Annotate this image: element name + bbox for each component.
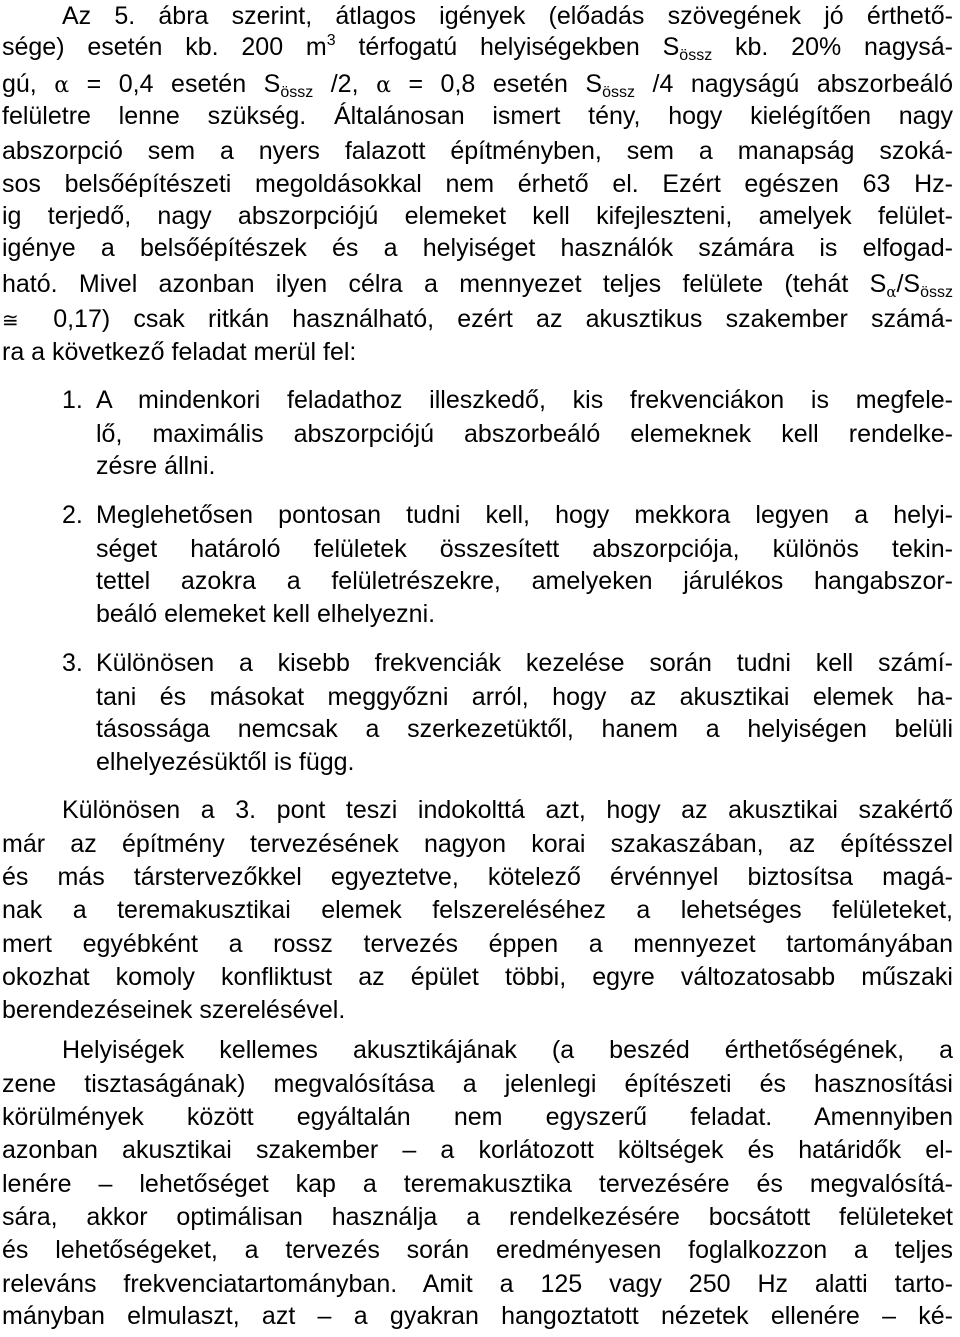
text-span: Az 5. ábra szerint, átlagos igények (előadás szövegének jó érthető- [62,2,953,30]
text-line [2,1068,953,1101]
text-line [2,861,953,894]
text-line [2,1234,953,1267]
text-span: /4 nagyságú abszorbeáló [635,70,954,98]
list-item-line [96,681,953,714]
text-span: igénye a belsőépítészek és a helyiséget használók számára is elfogad- [2,234,953,262]
text-span: A mindenkori feladathoz illeszkedő, kis frekvenciákon is megfele- [96,386,953,414]
list-item-line [96,384,953,417]
text-span: okozhat komoly konfliktust az épület többi, egyre változatosabb műszaki [2,963,953,991]
text-span: = 0,4 esetén S [69,70,281,98]
text-span: és lehetőségeket, a tervezés során eredményesen foglalkozzon a teljes [2,1236,953,1264]
list-item-line [96,647,953,680]
list-item-line [96,533,953,566]
text-line [2,168,953,201]
text-line [2,68,953,101]
text-span: sége) esetén kb. 200 m [2,33,327,61]
list-item-line [96,450,953,483]
text-span: nak a teremakusztikai elemek felszereléséhez a lehetséges felületeket, [2,896,953,924]
text-span: 0,17) csak ritkán használható, ezért az akusztikus szakember számá- [30,305,953,333]
text-span: felületre lenne szükség. Általánosan ismert tény, hogy kielégítően nagy [2,102,953,130]
text-span: gú, [2,70,55,98]
text-line [2,1201,953,1234]
list-item-line [96,418,953,451]
text-span: sos belsőépítészeti megoldásokkal nem érhető el. Ezért egészen 63 Hz- [2,170,953,198]
text-line [2,336,953,369]
text-line [2,828,953,861]
text-line [2,268,953,301]
text-line [62,1034,953,1067]
text-span: zene tisztaságának) megvalósítása a jelenlegi építészeti és hasznosítási [2,1070,953,1098]
text-span: már az építmény tervezésének nagyon korai szakaszában, az építésszel [2,830,953,858]
list-item-line [96,499,953,532]
alpha-symbol: α [54,73,70,98]
text-span: tásossága nemcsak a szerkezetüktől, hanem a helyiségen belüli [96,715,953,743]
text-line [62,0,953,33]
superscript: 3 [326,32,336,49]
text-line [2,1268,953,1301]
text-line [2,135,953,168]
list-item-line [96,565,953,598]
text-span: térfogatú helyiségekben S [335,33,680,61]
text-span: ható. Mivel azonban ilyen célra a mennyezet teljes felülete (tehát S [2,270,887,298]
text-span: lő, maximális abszorpciójú abszorbeáló elemeknek kell rendelke- [96,420,953,448]
list-item-line [96,746,953,779]
text-span: 1. [62,386,83,414]
text-span: lenére – lehetőséget kap a teremakusztika tervezésére és megvalósítá- [2,1170,953,1198]
text-span: /2, [313,70,377,98]
text-span: Helyiségek kellemes akusztikájának (a beszéd érthetőségének, a [62,1036,953,1064]
text-line [2,31,953,64]
text-span: Meglehetősen pontosan tudni kell, hogy mekkora legyen a helyi- [96,501,953,529]
text-line [2,894,953,927]
text-line [2,303,953,336]
text-span: tani és másokat meggyőzni arról, hogy az akusztikai elemek ha- [96,683,953,711]
text-line [2,961,953,994]
text-span: mányban elmulaszt, azt – a gyakran hangoztatott nézetek ellenére – ké- [2,1302,953,1330]
text-line [62,794,953,827]
text-line [2,994,953,1027]
text-span: mert egyébként a rossz tervezés éppen a mennyezet tartományában [2,930,953,958]
text-span: azonban akusztikai szakember – a korlátozott költségek és határidők el- [2,1136,953,1164]
alpha-symbol: α [376,73,391,98]
text-span: = 0,8 esetén S [390,70,603,98]
text-line [2,1300,953,1333]
text-span: beáló elemeket kell elhelyezni. [96,600,436,628]
text-span: ra a következő feladat merül fel: [2,338,357,366]
subscript: össz [602,84,635,101]
subscript: össz [679,47,713,64]
text-line [2,928,953,961]
text-line [2,1134,953,1167]
text-line [2,100,953,133]
text-span: elhelyezésüktől is függ. [96,748,355,776]
text-span: Különösen a kisebb frekvenciák kezelése során tudni kell számí- [96,649,953,677]
text-span: /S [896,270,921,298]
subscript: össz [920,284,953,301]
text-span: körülmények között egyáltalán nem egyszerű feladat. Amennyiben [2,1103,953,1131]
approx-equal-icon: ≅ [2,308,19,332]
list-item-line [96,598,953,631]
text-line [2,200,953,233]
text-span: és más társtervezőkkel egyeztetve, kötelező érvénnyel biztosítsa magá- [2,863,953,891]
text-span: abszorpció sem a nyers falazott építményben, sem a manapság szoká- [2,137,953,165]
text-line [2,1101,953,1134]
text-span: séget határoló felületek összesített abszorpciója, különös tekin- [96,535,953,563]
text-span: zésre állni. [96,452,216,480]
text-span: 2. [62,501,83,529]
text-span: 3. [62,649,83,677]
text-span: releváns frekvenciatartományban. Amit a 125 vagy 250 Hz alatti tarto- [2,1270,953,1298]
text-span: tettel azokra a felületrészekre, amelyeken járulékos hangabszor- [96,567,953,595]
text-span: Különösen a 3. pont teszi indokolttá azt, hogy az akusztikai szakértő [62,796,953,824]
text-span: berendezéseinek szerelésével. [2,996,346,1024]
text-span: kb. 20% nagysá- [712,33,953,61]
text-span: ig terjedő, nagy abszorpciójú elemeket kell kifejleszteni, amelyek felület- [2,202,953,230]
subscript: össz [280,84,314,101]
text-span: sára, akkor optimálisan használja a rendelkezésére bocsátott felületeket [2,1203,953,1231]
list-item-line [96,713,953,746]
alpha-subscript: α [886,283,897,301]
text-line [2,1168,953,1201]
text-line [2,232,953,265]
